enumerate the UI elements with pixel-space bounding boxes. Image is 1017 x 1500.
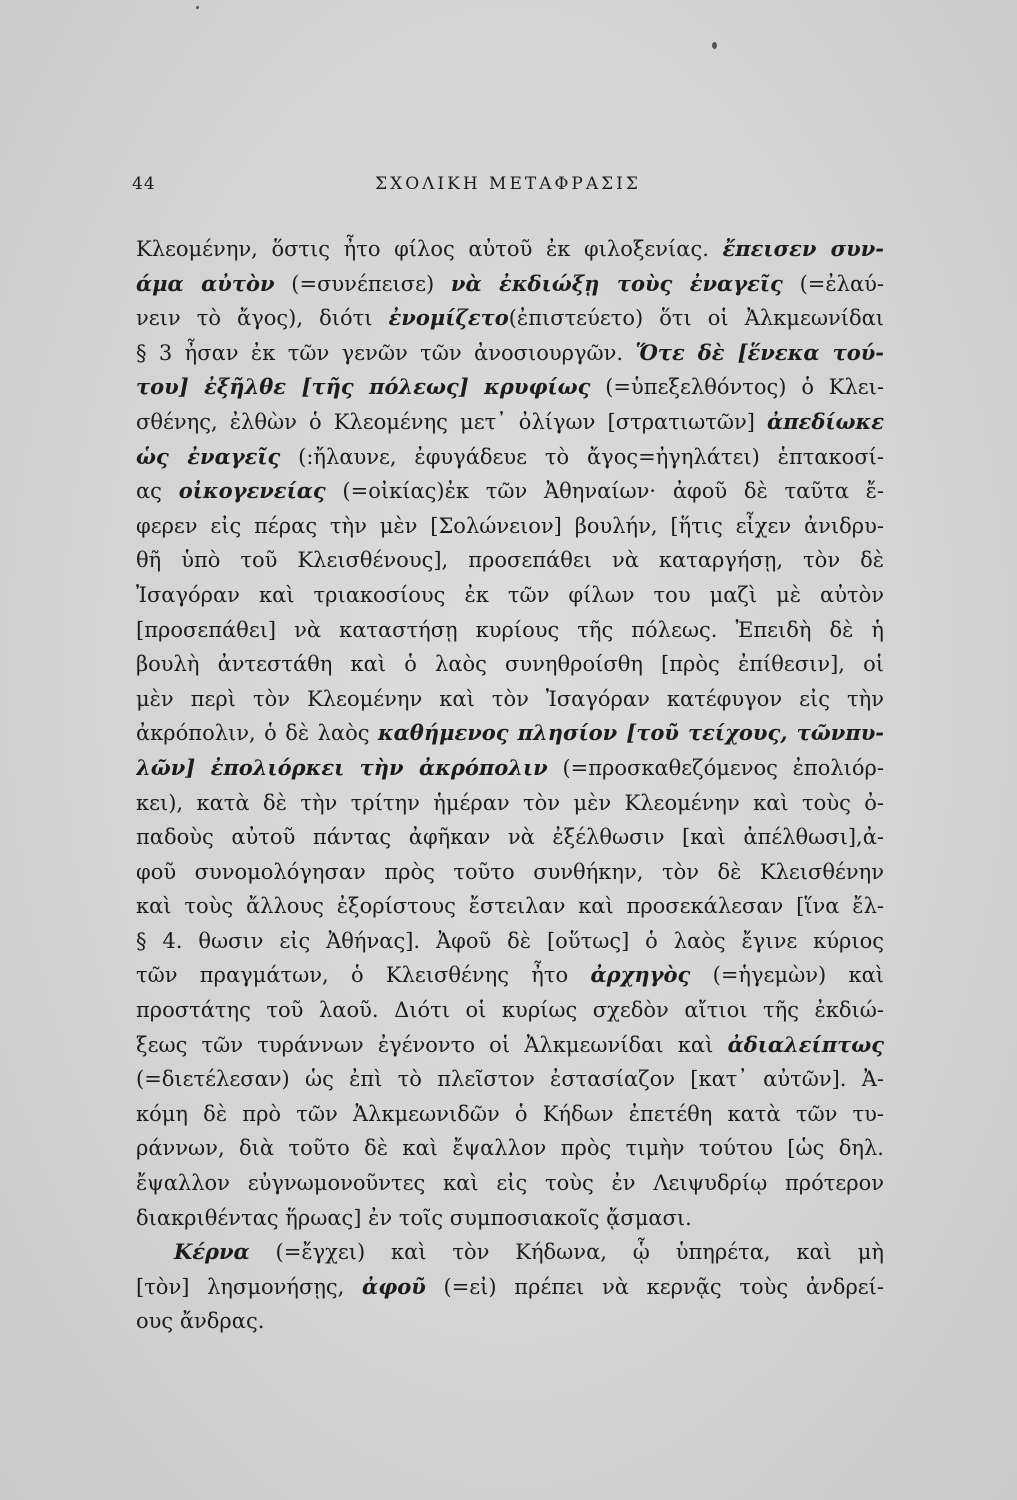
text-run: θῆ ὑπὸ τοῦ Κλεισθένους], προσεπάθει νὰ καταργήσῃ, τὸν δὲ — [136, 548, 884, 573]
text-line — [136, 232, 884, 267]
text-run: σθένης, ἐλθὼν ὁ Κλεομένης μετ᾽ ὀλίγων [στρατιωτῶν] — [136, 409, 768, 434]
text-line — [136, 958, 884, 993]
text-run: κει), κατὰ δὲ τὴν τρίτην ἡμέραν τὸν μὲν Κλεομένην καὶ τοὺς ὀ- — [136, 790, 884, 815]
emphasized-phrase: ἔπεισεν συν- — [722, 236, 884, 261]
body-text — [136, 232, 884, 1339]
text-run: (=συνέπεισε) — [274, 271, 451, 296]
running-title: ΣΧΟΛΙΚΗ ΜΕΤΑΦΡΑΣΙΣ — [375, 174, 641, 194]
text-run: κόμη δὲ πρὸ τῶν Ἀλκμεωνιδῶν ὁ Κήδων ἐπετέθη κατὰ τῶν τυ- — [136, 1101, 884, 1126]
text-run: (=διετέλεσαν) ὡς ἐπὶ τὸ πλεῖστον ἐστασίαζον [κατ᾽ αὐτῶν]. Ἀ- — [136, 1067, 884, 1092]
text-line — [136, 855, 884, 890]
text-run: § 3 ἦσαν ἐκ τῶν γενῶν τῶν ἀνοσιουργῶν. — [136, 340, 636, 365]
text-run: Κλεομένην, ὅστις ἦτο φίλος αὐτοῦ ἐκ φιλοξενίας. — [136, 237, 723, 261]
text-line — [136, 1028, 884, 1063]
text-line — [136, 613, 884, 648]
text-run: [τὸν] λησμονήσῃς, — [136, 1274, 363, 1299]
emphasized-phrase: οἰκογενείας — [178, 478, 326, 504]
emphasized-phrase: ἀδιαλείπτως — [727, 1031, 884, 1057]
text-line — [136, 647, 884, 682]
text-run: (=ὑπεξελθόντος) ὁ Κλει- — [590, 375, 884, 400]
emphasized-phrase: καθήμενος πλησίον [τοῦ τείχους, τῶνπυ- — [377, 720, 884, 746]
text-run: (=ἔγχει) καὶ τὸν Κήδωνα, ᾧ ὑπηρέτα, καὶ μὴ — [249, 1240, 884, 1265]
text-line — [136, 993, 884, 1028]
text-run: (=προσκαθεζόμενος ἐπολιόρ- — [547, 755, 884, 780]
text-line — [136, 405, 884, 440]
text-line — [136, 370, 884, 405]
text-line — [136, 509, 884, 544]
text-run: τῶν πραγμάτων, ὁ Κλεισθένης ἦτο — [136, 963, 591, 988]
text-run: ἀκρόπολιν, ὁ δὲ λαὸς — [136, 721, 378, 746]
emphasized-phrase: άμα αὐτὸν — [136, 270, 275, 296]
text-line — [136, 1166, 884, 1201]
text-run: ράννων, διὰ τοῦτο δὲ καὶ ἔψαλλον πρὸς τιμὴν τούτου [ὡς δηλ. — [136, 1136, 884, 1161]
text-run: νειν τὸ ἄγος), διότι — [136, 306, 389, 331]
text-run: Ἰσαγόραν καὶ τριακοσίους ἐκ τῶν φίλων του μαζὶ μὲ αὐτὸν — [136, 582, 884, 607]
text-line — [136, 1131, 884, 1166]
text-line — [136, 578, 884, 613]
text-line — [136, 474, 884, 509]
text-run: (=εἰ) πρέπει νὰ κερνᾷς τοὺς ἀνδρεί- — [425, 1274, 884, 1299]
emphasized-phrase: Ὅτε δὲ [ἕνεκα τού- — [635, 339, 884, 365]
text-run: καὶ τοὺς ἄλλους ἐξορίστους ἔστειλαν καὶ προσεκάλεσαν [ἵνα ἔλ- — [136, 894, 884, 919]
text-line — [136, 682, 884, 717]
ink-speck — [196, 6, 199, 9]
text-line — [136, 924, 884, 959]
emphasized-phrase: ὡς ἐναγεῖς — [136, 443, 281, 469]
text-run: μὲν περὶ τὸν Κλεομένην καὶ τὸν Ἰσαγόραν κατέφυγον εἰς τὴν — [136, 686, 884, 711]
text-line — [136, 336, 884, 371]
text-run: (=ἐλαύ- — [782, 271, 884, 296]
text-line — [136, 267, 884, 302]
text-run: φοῦ συνομολόγησαν πρὸς τοῦτο συνθήκην, τὸν δὲ Κλεισθένην — [136, 859, 884, 884]
text-line — [136, 1201, 884, 1236]
text-line — [136, 1062, 884, 1097]
emphasized-phrase: του] ἐξῆλθε [τῆς πόλεως] κρυφίως — [136, 374, 591, 400]
text-line — [136, 1304, 884, 1339]
text-line — [136, 1097, 884, 1132]
text-run: παδοὺς αὐτοῦ πάντας ἀφῆκαν νὰ ἐξέλθωσιν [καὶ ἀπέλθωσι],ἀ- — [136, 825, 884, 850]
emphasized-phrase: ἀρχηγὸς — [590, 962, 691, 988]
text-run: (ἐπιστεύετο) ὅτι οἱ Ἀλκμεωνίδαι — [508, 306, 884, 331]
emphasized-phrase: ἐνομίζετο — [388, 305, 509, 331]
text-line — [136, 751, 884, 786]
text-line — [136, 1235, 884, 1270]
emphasized-phrase: ἀπεδίωκε — [767, 408, 884, 434]
text-line — [136, 716, 884, 751]
text-run: φερεν εἰς πέρας τὴν μὲν [Σολώνειον] βουλήν, [ἥτις εἶχεν ἀνιδρυ- — [136, 513, 884, 538]
page-header — [132, 174, 884, 204]
text-line — [136, 440, 884, 475]
text-run: (:ἤλαυνε, ἐφυγάδευε τὸ ἄγος=ἠγηλάτει) ἑπτακοσί- — [280, 444, 884, 469]
text-run: ους ἄνδρας. — [136, 1309, 265, 1334]
text-line — [136, 820, 884, 855]
emphasized-phrase: ἀφοῦ — [362, 1273, 426, 1299]
text-line — [136, 889, 884, 924]
emphasized-phrase: Κέρνα — [174, 1239, 250, 1265]
ink-speck — [712, 42, 717, 49]
page-number: 44 — [132, 174, 156, 194]
text-line — [136, 301, 884, 336]
text-line — [136, 786, 884, 821]
text-run: (=οἰκίας)ἐκ τῶν Ἀθηναίων· ἀφοῦ δὲ ταῦτα ἔ- — [325, 479, 884, 504]
emphasized-phrase: νὰ ἐκδιώξῃ τοὺς ἐναγεῖς — [450, 270, 783, 296]
text-run: ξεως τῶν τυράννων ἐγένοντο οἱ Ἀλκμεωνίδαι καὶ — [136, 1032, 728, 1057]
text-line — [136, 1270, 884, 1305]
text-run: [προσεπάθει] νὰ καταστήσῃ κυρίους τῆς πόλεως. Ἐπειδὴ δὲ ἡ — [136, 617, 884, 642]
text-run: προστάτης τοῦ λαοῦ. Διότι οἱ κυρίως σχεδὸν αἴτιοι τῆς ἐκδιώ- — [136, 998, 884, 1023]
text-run: βουλὴ ἀντεστάθη καὶ ὁ λαὸς συνηθροίσθη [πρὸς ἐπίθεσιν], οἱ — [136, 652, 884, 677]
text-run: (=ἡγεμὼν) καὶ — [690, 963, 884, 988]
text-run: ἔψαλλον εὐγνωμονοῦντες καὶ εἰς τοὺς ἐν Λειψυδρίῳ πρότερον — [136, 1171, 884, 1196]
text-line — [136, 543, 884, 578]
emphasized-phrase: λῶν] ἐπολιόρκει τὴν ἀκρόπολιν — [136, 754, 548, 780]
text-run: § 4. θωσιν εἰς Ἀθήνας]. Ἀφοῦ δὲ [οὕτως] ὁ λαὸς ἔγινε κύριος — [136, 928, 884, 953]
text-run: ας — [136, 479, 179, 504]
text-run: διακριθέντας ἥρωας] ἐν τοῖς συμποσιακοῖς ᾄσμασι. — [136, 1205, 692, 1230]
